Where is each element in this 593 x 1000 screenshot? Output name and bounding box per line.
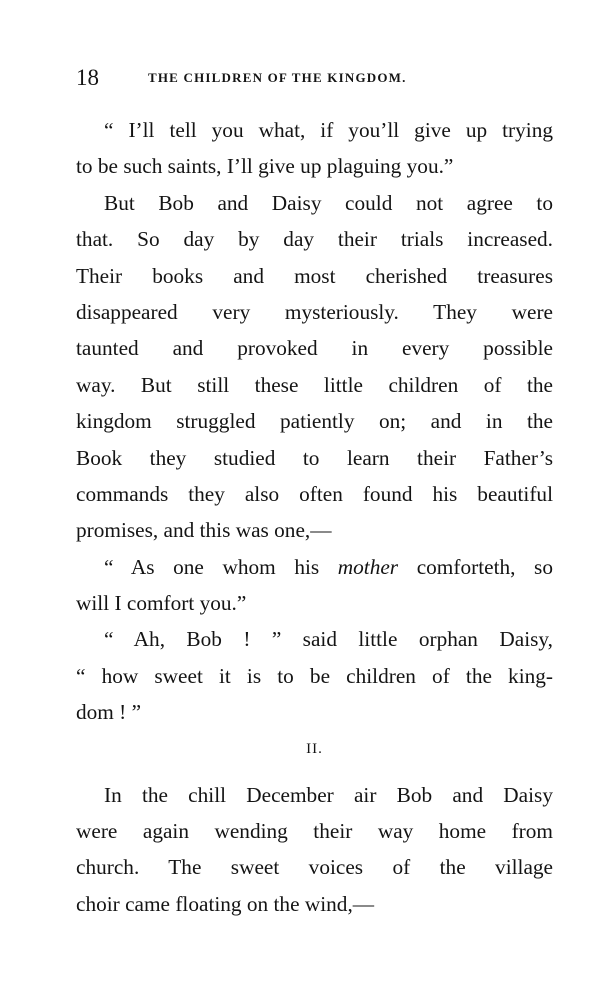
text-line: “ how sweet it is to be children of the king- xyxy=(76,663,553,688)
text-line: way. But still these little children of the xyxy=(76,372,553,397)
text-line: In the chill December air Bob and Daisy xyxy=(104,782,553,807)
text-line: that. So day by day their trials increased. xyxy=(76,227,553,252)
text-line: “ Ah, Bob ! ” said little orphan Daisy, xyxy=(104,627,553,652)
text-line: church. The sweet voices of the village xyxy=(76,855,553,880)
text-line: commands they also often found his beautiful xyxy=(76,481,553,506)
text-line: disappeared very mysteriously. They were xyxy=(76,299,553,324)
quote-line xyxy=(76,549,553,585)
quote-before: “ As one whom his xyxy=(104,554,338,579)
text-line: were again wending their way home from xyxy=(76,819,553,844)
text-line: “ I’ll tell you what, if you’ll give up trying xyxy=(104,118,553,142)
text-line: Book they studied to learn their Father’s xyxy=(76,445,553,470)
text-line: Their books and most cherished treasures xyxy=(76,263,553,288)
running-title: THE CHILDREN OF THE KINGDOM. xyxy=(148,70,407,85)
text-line: kingdom struggled patiently on; and in the xyxy=(76,409,553,434)
page-number: 18 xyxy=(76,65,99,90)
running-head xyxy=(76,66,554,90)
text-line: choir came floating on the wind,— xyxy=(76,891,375,916)
quote-emphasis: mother xyxy=(337,554,399,579)
text-line: dom ! ” xyxy=(76,700,142,725)
body-text xyxy=(76,112,553,922)
text-line: taunted and provoked in every possible xyxy=(76,336,553,361)
quote-after: comforteth, so xyxy=(398,554,553,579)
text-line: But Bob and Daisy could not agree to xyxy=(104,190,553,215)
text-line: will I comfort you.” xyxy=(76,591,247,616)
section-number: II. xyxy=(306,740,323,757)
text-line: promises, and this was one,— xyxy=(76,518,332,543)
text-line: to be such saints, I’ll give up plaguing you.” xyxy=(76,154,454,179)
